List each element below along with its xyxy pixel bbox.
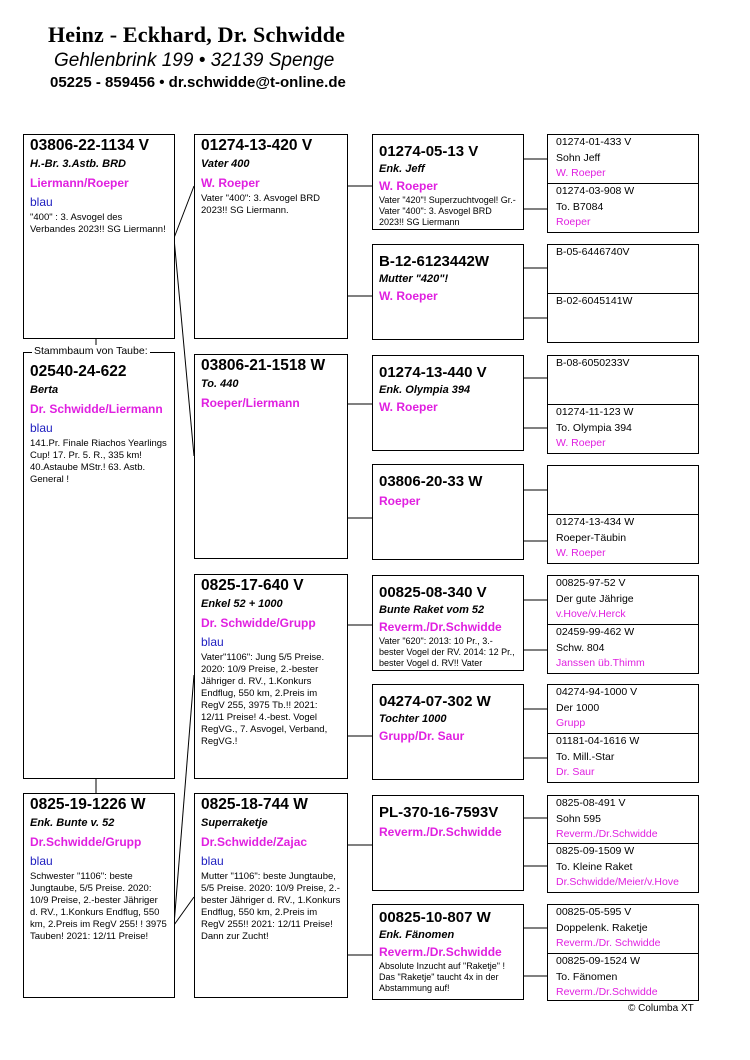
sire-name: H.-Br. 3.Astb. BRD <box>30 158 126 170</box>
gggp-name: To. Fänomen <box>556 970 618 983</box>
ggp-card-2[interactable] <box>372 244 524 340</box>
gp-dd-breeder: Dr.Schwidde/Zajac <box>201 835 308 849</box>
ggp-name: Bunte Raket vom 52 <box>379 604 485 616</box>
gp-ss-ring-number: 01274-13-420 V <box>201 137 313 154</box>
dam-ring-number: 0825-19-1226 W <box>30 796 146 813</box>
gggp-card-10[interactable] <box>547 624 699 674</box>
ggp-name: Enk. Fänomen <box>379 929 455 941</box>
gggp-ring-number: 0825-09-1509 W <box>556 845 635 857</box>
gp-ds-note: Vater"1106": Jung 5/5 Preise. 2020: 10/9 Preise, 2.-bester Jähriger d. RV., 1.Konkurs Endflug, 550 km, 2.Preis im RegV 255, 3975 Tb.!! 2021: 12/11 Preise! 4.-best. Vogel RegVG., 7. Asvogel, Verband, RegVG.! <box>201 652 328 747</box>
owner-contact: 05225 - 859456 • dr.schwidde@t-online.de <box>50 74 346 91</box>
dam-name: Enk. Bunte v. 52 <box>30 817 115 829</box>
gggp-breeder: Janssen üb.Thimm <box>556 657 645 669</box>
gp-ds-name: Enkel 52 + 1000 <box>201 598 283 610</box>
gggp-breeder: Reverm./Dr. Schwidde <box>556 937 661 949</box>
gggp-card-13[interactable] <box>547 795 699 845</box>
copyright-footer: © Columba XT <box>628 1003 694 1014</box>
gggp-ring-number: 00825-05-595 V <box>556 906 632 918</box>
sire-card[interactable] <box>23 134 175 339</box>
ggp-ring-number: 00825-10-807 W <box>379 909 491 926</box>
gggp-card-2[interactable] <box>547 183 699 233</box>
ggp-ring-number: 01274-13-440 V <box>379 364 487 381</box>
gggp-card-8[interactable] <box>547 514 699 564</box>
ggp-note: Vater "420"! Superzuchtvogel! Gr.-Vater "400": 3. Asvogel BRD 2023!! SG Liermann <box>379 195 516 227</box>
gggp-name: Der 1000 <box>556 701 600 714</box>
gggp-card-9[interactable] <box>547 575 699 625</box>
gggp-card-7[interactable] <box>547 465 699 515</box>
ggp-note: Absolute Inzucht auf "Raketje" ! Das "Raketje" taucht 4x in der Abstammung auf! <box>379 961 505 993</box>
ggp-ring-number: 04274-07-302 W <box>379 693 491 710</box>
gggp-breeder: Roeper <box>556 216 591 228</box>
granddam-paternal-card[interactable] <box>194 354 348 559</box>
ggp-breeder: W. Roeper <box>379 179 438 193</box>
ggp-card-8[interactable] <box>372 904 524 1000</box>
ggp-note: Vater "620": 2013: 10 Pr., 3.-bester Vogel der RV. 2014: 12 Pr., bester Vogel d. RV!! Vater <box>379 636 515 668</box>
gp-sd-name: To. 440 <box>201 378 239 390</box>
dam-color: blau <box>30 854 53 868</box>
gggp-card-6[interactable] <box>547 404 699 454</box>
gggp-card-5[interactable] <box>547 355 699 405</box>
subject-card[interactable] <box>23 352 175 779</box>
gggp-breeder: W. Roeper <box>556 167 606 179</box>
pedigree-legend: Stammbaum von Taube: <box>34 345 148 357</box>
gp-sd-ring-number: 03806-21-1518 W <box>201 357 326 374</box>
sire-ring-number: 03806-22-1134 V <box>30 137 149 154</box>
gggp-card-12[interactable] <box>547 733 699 783</box>
gggp-card-4[interactable] <box>547 293 699 343</box>
gggp-ring-number: B-08-6050233V <box>556 357 630 369</box>
ggp-ring-number: 03806-20-33 W <box>379 473 483 490</box>
ggp-card-3[interactable] <box>372 355 524 451</box>
ggp-ring-number: B-12-6123442W <box>379 253 490 270</box>
ggp-ring-number: 00825-08-340 V <box>379 584 487 601</box>
subject-breeder: Dr. Schwidde/Liermann <box>30 402 163 416</box>
gggp-name: To. Mill.-Star <box>556 750 615 763</box>
gp-ss-note: Vater "400": 3. Asvogel BRD 2023!! SG Liermann. <box>201 193 321 216</box>
gp-dd-note: Mutter "1106": beste Jungtaube, 5/5 Preise. 2020: 10/9 Preise, 2.-bester Jähriger d. RV., 1.Konkurs Endflug, 550 km, 2.Preis im RegV 255!! 2021: 12/11 Preise! Dann zur Zucht! <box>201 871 341 942</box>
gggp-name: Doppelenk. Raketje <box>556 921 648 934</box>
gggp-breeder: Reverm./Dr.Schwidde <box>556 986 658 998</box>
gggp-ring-number: 01274-13-434 W <box>556 516 635 528</box>
ggp-name: Enk. Olympia 394 <box>379 384 471 396</box>
gp-ss-name: Vater 400 <box>201 158 250 170</box>
gggp-ring-number: B-02-6045141W <box>556 295 633 307</box>
gggp-name: Roeper-Täubin <box>556 531 627 544</box>
gggp-ring-number: 01181-04-1616 W <box>556 735 640 747</box>
sire-note: "400" : 3. Asvogel des Verbandes 2023!! SG Liermann! <box>30 212 166 235</box>
subject-name: Berta <box>30 384 59 396</box>
ggp-breeder: Reverm./Dr.Schwidde <box>379 825 502 839</box>
gggp-ring-number: 0825-08-491 V <box>556 797 626 809</box>
gp-ds-color: blau <box>201 635 224 649</box>
gggp-breeder: v.Hove/v.Herck <box>556 608 626 620</box>
dam-note: Schwester "1106": beste Jungtaube, 5/5 Preise. 2020: 10/9 Preise, 2.-bester Jähriger d. RV., 1.Konkurs Endflug, 550 km, 2.Preis im RegV 255! ! 3975 Tauben! 2021: 12/11 Preise! <box>30 871 167 942</box>
gggp-name: To. Kleine Raket <box>556 860 633 873</box>
gggp-name: To. B7084 <box>556 200 604 213</box>
ggp-ring-number: PL-370-16-7593V <box>379 804 499 821</box>
ggp-card-6[interactable] <box>372 684 524 780</box>
gggp-ring-number: 01274-01-433 V <box>556 136 632 148</box>
ggp-card-5[interactable] <box>372 575 524 671</box>
gggp-name: Sohn Jeff <box>556 151 601 164</box>
owner-address: Gehlenbrink 199 • 32139 Spenge <box>54 50 335 71</box>
ggp-name: Tochter 1000 <box>379 713 447 725</box>
ggp-breeder: Reverm./Dr.Schwidde <box>379 620 502 634</box>
gggp-name: Der gute Jährige <box>556 592 634 605</box>
gggp-card-14[interactable] <box>547 843 699 893</box>
grandsire-maternal-card[interactable] <box>194 574 348 779</box>
subject-ring-number: 02540-24-622 <box>30 363 127 380</box>
gggp-name: To. Olympia 394 <box>556 421 632 434</box>
gggp-ring-number: 00825-09-1524 W <box>556 955 641 967</box>
ggp-card-1[interactable] <box>372 134 524 230</box>
gggp-ring-number: B-05-6446740V <box>556 246 630 258</box>
ggp-ring-number: 01274-05-13 V <box>379 143 479 160</box>
gggp-breeder: Dr. Saur <box>556 766 595 778</box>
sire-breeder: Liermann/Roeper <box>30 176 129 190</box>
gp-sd-breeder: Roeper/Liermann <box>201 396 300 410</box>
ggp-name: Mutter "420"! <box>379 273 449 285</box>
gggp-card-1[interactable] <box>547 134 699 184</box>
gggp-ring-number: 01274-11-123 W <box>556 406 634 418</box>
gggp-breeder: Dr.Schwidde/Meier/v.Hove <box>556 876 679 888</box>
grandsire-paternal-card[interactable] <box>194 134 348 339</box>
subject-note: 141.Pr. Finale Riachos Yearlings Cup! 17. Pr. 5. R., 335 km! 40.Astaube MStr.! 63. Astb. General ! <box>30 438 167 485</box>
ggp-breeder: Reverm./Dr.Schwidde <box>379 945 502 959</box>
gp-ds-breeder: Dr. Schwidde/Grupp <box>201 616 316 630</box>
owner-name: Heinz - Eckhard, Dr. Schwidde <box>48 22 346 47</box>
gp-ss-breeder: W. Roeper <box>201 176 260 190</box>
gggp-ring-number: 02459-99-462 W <box>556 626 635 638</box>
granddam-maternal-card[interactable] <box>194 793 348 998</box>
ggp-breeder: Roeper <box>379 494 421 508</box>
gp-dd-name: Superraketje <box>201 817 268 829</box>
subject-color: blau <box>30 421 53 435</box>
gggp-breeder: W. Roeper <box>556 437 606 449</box>
gggp-name: Sohn 595 <box>556 812 601 825</box>
sire-color: blau <box>30 195 53 209</box>
gggp-breeder: Grupp <box>556 717 586 729</box>
ggp-breeder: W. Roeper <box>379 400 438 414</box>
gp-dd-color: blau <box>201 854 224 868</box>
gggp-ring-number: 00825-97-52 V <box>556 577 626 589</box>
gggp-ring-number: 04274-94-1000 V <box>556 686 638 698</box>
gggp-name: Schw. 804 <box>556 641 605 654</box>
gggp-breeder: W. Roeper <box>556 547 606 559</box>
dam-breeder: Dr.Schwidde/Grupp <box>30 835 142 849</box>
ggp-breeder: Grupp/Dr. Saur <box>379 729 465 743</box>
gp-dd-ring-number: 0825-18-744 W <box>201 796 308 813</box>
gggp-card-3[interactable] <box>547 244 699 294</box>
gggp-card-16[interactable] <box>547 953 699 1001</box>
ggp-name: Enk. Jeff <box>379 163 425 175</box>
ggp-breeder: W. Roeper <box>379 289 438 303</box>
gggp-card-15[interactable] <box>547 904 699 954</box>
ggp-card-7[interactable] <box>372 795 524 891</box>
gggp-breeder: Reverm./Dr.Schwidde <box>556 828 658 840</box>
gggp-ring-number: 01274-03-908 W <box>556 185 635 197</box>
gp-ds-ring-number: 0825-17-640 V <box>201 577 304 594</box>
ggp-card-4[interactable] <box>372 464 524 560</box>
dam-card[interactable] <box>23 793 175 998</box>
gggp-card-11[interactable] <box>547 684 699 734</box>
